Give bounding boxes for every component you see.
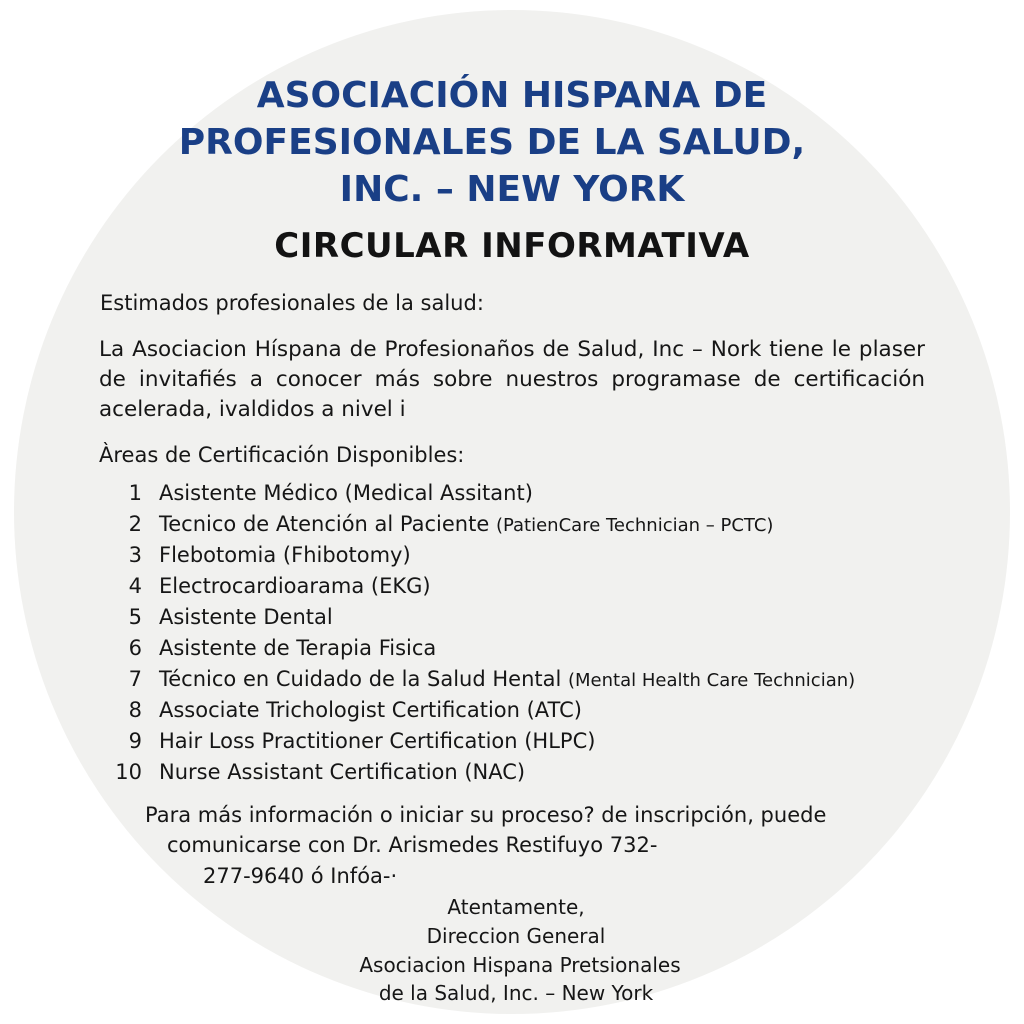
- organization-title-line-3: INC. – NEW YORK: [339, 169, 685, 210]
- list-item-number: 4: [128, 574, 142, 598]
- list-item-number: 1: [128, 481, 142, 505]
- list-item-number: 8: [128, 698, 142, 722]
- list-item-subtext: (Mental Health Care Technician): [568, 670, 856, 691]
- list-item-text: Associate Trichologist Certification (ATC): [159, 698, 582, 722]
- list-item-number: 9: [128, 729, 142, 753]
- list-item-text: Asistente Médico (Medical Assitant): [159, 481, 533, 505]
- greeting-text: Estimados profesionales de la salud:: [100, 291, 484, 315]
- signature-organization-line-2: de la Salud, Inc. – New York: [378, 981, 654, 1005]
- list-item-text: Hair Loss Practitioner Certification (HLPC): [159, 729, 596, 753]
- list-item-number: 5: [128, 605, 142, 629]
- contact-text-line-3: 277-9640 ó Infóa-·: [203, 864, 398, 888]
- list-item: [98, 509, 855, 540]
- list-item: [98, 571, 855, 602]
- contact-text-line-2: comunicarse con Dr. Arismedes Restifuyo 732-: [167, 833, 658, 857]
- list-item-text: Técnico en Cuidado de la Salud Hental: [159, 667, 568, 691]
- certification-areas-list: [98, 478, 855, 788]
- list-item-number: 2: [128, 512, 142, 536]
- list-item: [98, 757, 855, 788]
- list-item-number: 3: [128, 543, 142, 567]
- list-item: [98, 540, 855, 571]
- list-item-number: 7: [128, 667, 142, 691]
- list-item-number: 10: [115, 760, 142, 784]
- list-item-number: 6: [128, 636, 142, 660]
- list-item-text: Electrocardioarama (EKG): [159, 574, 431, 598]
- organization-title-line-2: PROFESIONALES DE LA SALUD,: [178, 122, 806, 163]
- list-item-text: Nurse Assistant Certification (NAC): [159, 760, 526, 784]
- list-item: [98, 633, 855, 664]
- list-item: [98, 664, 855, 695]
- list-item-text: Flebotomia (Fhibotomy): [159, 543, 411, 567]
- list-item: [98, 478, 855, 509]
- areas-heading: Àreas de Certificación Disponibles:: [99, 443, 465, 467]
- intro-paragraph: La Asociacion Híspana de Profesionaños de Salud, Inc – Nork tiene le plaser de invitafiés a conocer más sobre nuestros programase de certificación acelerada, ivaldidos a nivel i: [99, 337, 925, 422]
- list-item: [98, 726, 855, 757]
- organization-title-line-1: ASOCIACIÓN HISPANA DE: [256, 75, 768, 116]
- signature-organization-line-1: Asociacion Hispana Pretsionales: [359, 953, 681, 977]
- list-item-text: Asistente Dental: [159, 605, 333, 629]
- signature-closing: Atentamente,: [447, 895, 585, 919]
- list-item: [98, 695, 855, 726]
- document-subtitle: CIRCULAR INFORMATIVA: [274, 226, 750, 266]
- list-item-text: Tecnico de Atención al Paciente: [159, 512, 496, 536]
- list-item-subtext: (PatienCare Technician – PCTC): [495, 515, 774, 536]
- list-item-text: Asistente de Terapia Fisica: [159, 636, 437, 660]
- contact-text-line-1: Para más información o iniciar su proceso? de inscripción, puede: [145, 803, 827, 827]
- signature-department: Direccion General: [426, 924, 606, 948]
- list-item: [98, 602, 855, 633]
